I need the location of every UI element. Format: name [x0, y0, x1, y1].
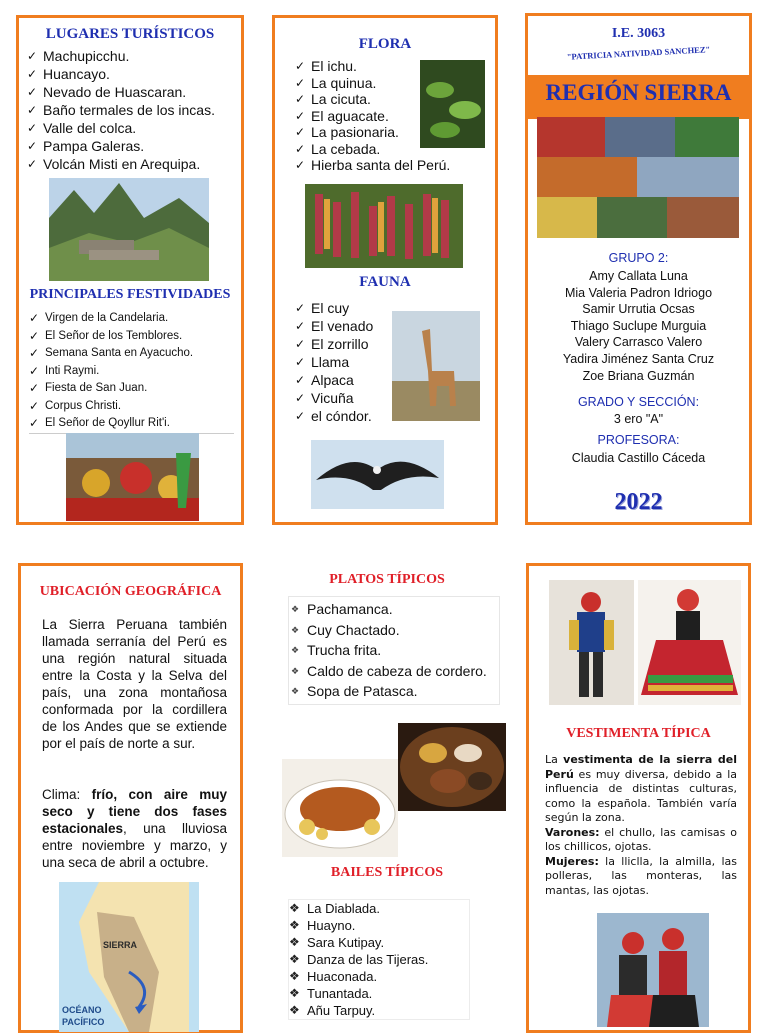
quinoa-photo: [305, 184, 463, 268]
list-item: ❖ Danza de las Tijeras.: [289, 951, 469, 968]
list-item: ✓ Huancayo.: [27, 65, 242, 83]
climate-bold: frío, con aire muy seco y tiene dos fases estacionales: [42, 787, 227, 836]
couple-photo: [597, 913, 709, 1027]
school-name: "PATRICIA NATIVIDAD SANCHEZ": [566, 44, 711, 62]
peru-map: [59, 882, 199, 1032]
list-item: ✓ Nevado de Huascaran.: [27, 83, 242, 101]
panel-flora-fauna: [272, 15, 498, 525]
machupicchu-photo: [49, 178, 209, 281]
list-item: ❖ La Diablada.: [289, 900, 469, 917]
men-label: Varones:: [545, 825, 600, 839]
member-name: Yadira Jiménez Santa Cruz: [562, 351, 715, 366]
panel-tourist-festivities: [16, 15, 244, 525]
list-item: ✓ El venado: [295, 317, 395, 335]
list-item: ✓ Semana Santa en Ayacucho.: [29, 345, 234, 363]
list-item: ✓ Volcán Misti en Arequipa.: [27, 155, 242, 173]
dishes-title: PLATOS TÍPICOS: [329, 572, 445, 587]
list-item: ✓ La cicuta.: [295, 91, 495, 108]
list-item: ✓ Baño termales de los incas.: [27, 101, 242, 119]
inti-raymi-photo: [66, 433, 199, 521]
member-name: Valery Carrasco Valero: [574, 335, 703, 350]
clothing-intro-a: La: [545, 753, 564, 766]
fauna-title: FAUNA: [359, 274, 411, 290]
dances-title: BAILES TÍPICOS: [330, 865, 444, 880]
group-label: GRUPO 2:: [608, 251, 669, 265]
clothing-intro-bold: vestimenta de la sierra del Perú: [545, 753, 737, 781]
cuy-photo: [282, 759, 398, 857]
list-item: ✓ El ichu.: [295, 58, 495, 75]
list-item: ❖ Cuy Chactado.: [289, 620, 499, 641]
women-text: la lliclla, la almilla, las polleras, las monteras, las mantas, las ojotas.: [545, 854, 737, 897]
list-item: ✓ Alpaca: [295, 371, 395, 389]
women-label: Mujeres:: [545, 854, 599, 868]
list-item: ❖ Tunantada.: [289, 985, 469, 1002]
map-label-ocean-2: PACÍFICO: [62, 1017, 105, 1027]
geography-paragraph: La Sierra Peruana también llamada serranía del Perú es una región natural situada entre la Costa y la Selva del país, una zona montañosa conformada por la cordillera de los Andes que se extiende por el país de norte a sur.: [42, 617, 227, 751]
member-name: Thiago Suclupe Murguia: [570, 318, 707, 333]
list-item: ✓ La quinua.: [295, 75, 495, 92]
region-title: REGIÓN SIERRA: [545, 80, 732, 105]
list-item: ✓ Fiesta de San Juan.: [29, 380, 234, 398]
list-item: ✓ Valle del colca.: [27, 119, 242, 137]
teacher-label: PROFESORA:: [597, 433, 680, 447]
climate-paragraph: [42, 786, 227, 871]
festivals-list: [29, 310, 234, 434]
flora-title: FLORA: [358, 36, 412, 52]
men-text: el chullo, las camisas o los chillicos, ojotas.: [545, 825, 737, 853]
dances-list: [288, 899, 470, 1020]
list-item: ❖ Trucha frita.: [289, 640, 499, 661]
climate-prefix: Clima:: [42, 787, 92, 802]
climate-rest: , una lluviosa entre noviembre y marzo, y una seca de abril a octubre.: [42, 821, 227, 870]
vicuna-photo: [392, 311, 480, 421]
list-item: ✓ el cóndor.: [295, 407, 395, 425]
fauna-list: [295, 299, 395, 425]
member-name: Mia Valeria Padron Idriogo: [564, 285, 713, 300]
year: 2022: [614, 489, 663, 515]
plant-photo: [420, 60, 485, 148]
list-item: ❖ Pachamanca.: [289, 599, 499, 620]
list-item: ✓ Corpus Christi.: [29, 398, 234, 416]
list-item: ❖ Huaconada.: [289, 968, 469, 985]
map-label-sierra: SIERRA: [103, 940, 138, 950]
member-name: Zoe Briana Guzmán: [582, 368, 695, 383]
collage-photo: [537, 117, 739, 238]
list-item: ❖ Caldo de cabeza de cordero.: [289, 661, 499, 682]
list-item: ✓ La pasionaria.: [295, 124, 495, 141]
member-name: Amy Callata Luna: [589, 269, 688, 283]
teacher-name: Claudia Castillo Cáceda: [571, 451, 706, 465]
dancer-photo-1: [549, 580, 634, 705]
grade-label: GRADO Y SECCIÓN:: [577, 395, 700, 409]
list-item: ✓ El Señor de Qoyllur Rit'i.: [29, 415, 234, 433]
festivals-title: PRINCIPALES FESTIVIDADES: [29, 287, 231, 302]
list-item: ✓ Virgen de la Candelaria.: [29, 310, 234, 328]
geography-title: UBICACIÓN GEOGRÁFICA: [39, 584, 222, 599]
list-item: ❖ Añu Tarpuy.: [289, 1002, 469, 1019]
list-item: ✓ Inti Raymi.: [29, 363, 234, 381]
panel-geography: [18, 563, 243, 1033]
condor-photo: [311, 440, 444, 509]
list-item: ❖ Sara Kutipay.: [289, 934, 469, 951]
list-item: ✓ El zorrillo: [295, 335, 395, 353]
tourist-list: [27, 47, 242, 173]
list-item: ✓ Pampa Galeras.: [27, 137, 242, 155]
map-label-ocean-1: OCÉANO: [62, 1005, 102, 1015]
panel-cover: [525, 13, 752, 525]
dancer-photo-2: [638, 580, 741, 705]
list-item: ✓ Vicuña: [295, 389, 395, 407]
list-item: ✓ El Señor de los Temblores.: [29, 328, 234, 346]
list-item: ✓ Hierba santa del Perú.: [295, 157, 495, 174]
school-code: I.E. 3063: [611, 26, 666, 41]
list-item: ✓ El aguacate.: [295, 108, 495, 125]
grade-value: 3 ero "A": [613, 412, 664, 426]
clothing-title: VESTIMENTA TÍPICA: [566, 726, 711, 741]
members-list: [528, 268, 749, 384]
list-item: ✓ El cuy: [295, 299, 395, 317]
clothing-intro-b: es muy diversa, debido a la influencia de distintas culturas, como la española. También varía según la zona.: [545, 767, 737, 824]
clothing-paragraph: [545, 753, 737, 898]
member-name: Samir Urrutia Ocsas: [582, 302, 695, 317]
panel-clothing: [526, 563, 751, 1033]
tourist-title: LUGARES TURÍSTICOS: [45, 26, 215, 42]
pachamanca-photo: [398, 723, 506, 811]
list-item: ❖ Sopa de Patasca.: [289, 681, 499, 702]
panel-food-dances: [272, 563, 502, 1024]
list-item: ✓ Machupicchu.: [27, 47, 242, 65]
list-item: ✓ La cebada.: [295, 141, 495, 158]
list-item: ❖ Huayno.: [289, 917, 469, 934]
dishes-list: [288, 596, 500, 705]
list-item: ✓ Llama: [295, 353, 395, 371]
